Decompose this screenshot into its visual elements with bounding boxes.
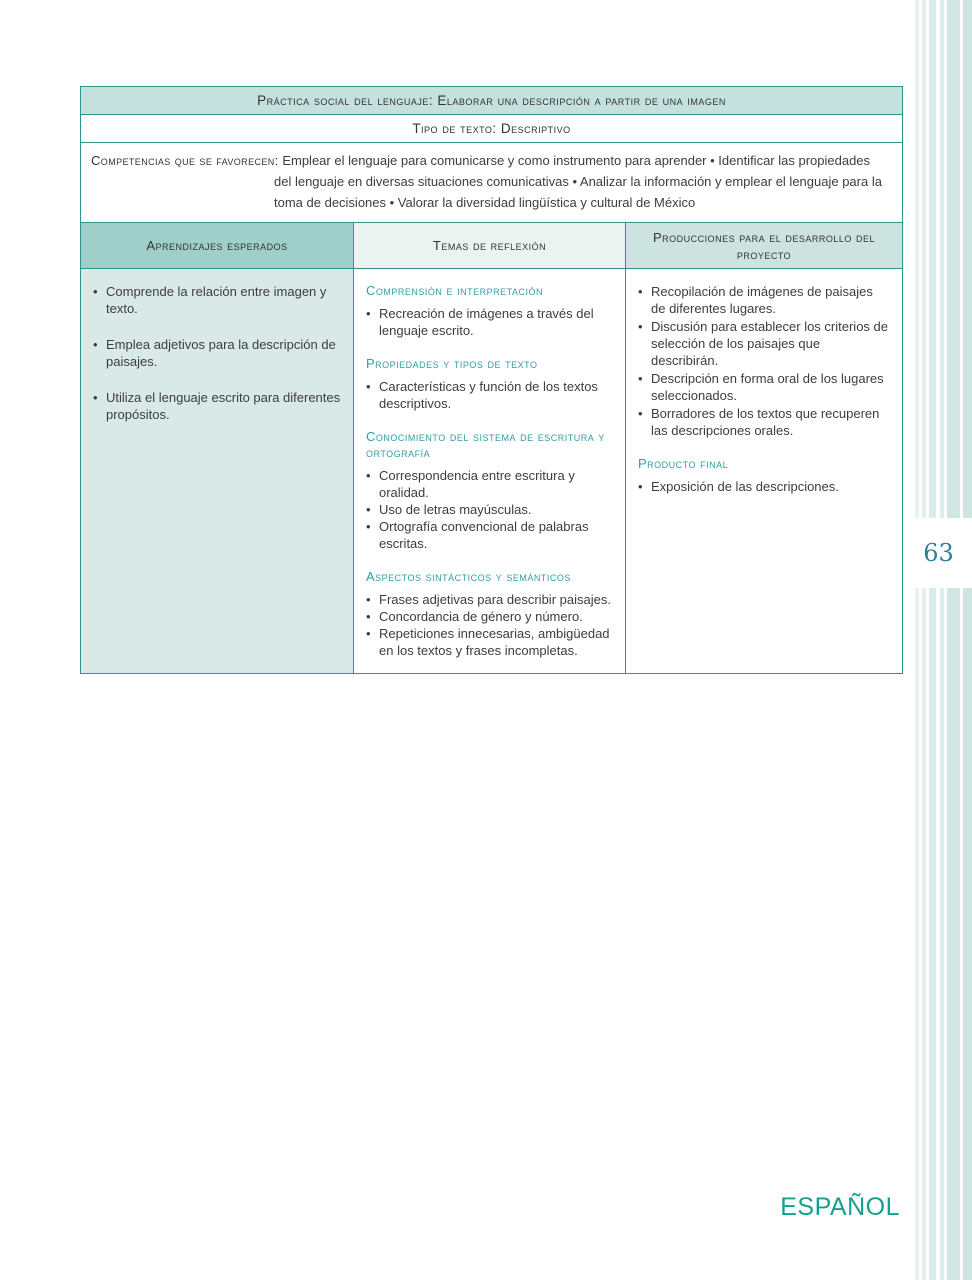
edge-stripe <box>963 0 972 1280</box>
column-header-temas: Temas de reflexión <box>354 223 626 269</box>
column-header-producciones: Producciones para el desarrollo del proyecto <box>626 223 902 269</box>
list-item: • Características y función de los textos descriptivos. <box>366 378 613 412</box>
edge-stripe <box>922 0 926 1280</box>
producciones-list <box>638 283 890 439</box>
section-heading: Comprensión e interpretación <box>366 283 543 298</box>
producto-final-heading: Producto final <box>638 456 729 471</box>
page-number-plate <box>905 518 972 588</box>
list-item: • Recopilación de imágenes de paisajes de diferentes lugares. <box>638 283 890 317</box>
list-item: • Utiliza el lenguaje escrito para diferentes propósitos. <box>93 389 341 423</box>
curriculum-table <box>80 86 903 674</box>
producto-final-list <box>638 478 890 495</box>
section-list <box>366 378 613 412</box>
list-item: • Emplea adjetivos para la descripción de paisajes. <box>93 336 341 370</box>
section-heading: Propiedades y tipos de texto <box>366 356 538 371</box>
edge-stripe <box>929 0 936 1280</box>
edge-stripe <box>915 0 919 1280</box>
list-item: • Comprende la relación entre imagen y texto. <box>93 283 341 317</box>
list-item: • Borradores de los textos que recuperen las descripciones orales. <box>638 405 890 439</box>
column-headers-row <box>81 223 902 269</box>
aprendizajes-list <box>93 283 341 423</box>
table-body-row <box>81 269 902 673</box>
page-number: 63 <box>923 539 954 567</box>
edge-stripe <box>947 0 960 1280</box>
list-item: • Exposición de las descripciones. <box>638 478 890 495</box>
list-item: • Correspondencia entre escritura y oralidad. <box>366 467 613 501</box>
competencias-text: Emplear el lenguaje para comunicarse y como instrumento para aprender • Identificar las propiedades del lenguaje en diversas situaciones comunicativas • Analizar la información y emplear el lenguaje para la toma de decisiones • Valorar la diversidad lingüística y cultural de México <box>274 153 882 210</box>
tipo-texto-header: Tipo de texto: Descriptivo <box>81 115 902 143</box>
column-header-aprendizajes: Aprendizajes esperados <box>81 223 354 269</box>
competencias-row <box>81 143 902 223</box>
list-item: • Uso de letras mayúsculas. <box>366 501 613 518</box>
list-item: • Ortografía convencional de palabras escritas. <box>366 518 613 552</box>
subject-label: ESPAÑOL <box>780 1193 900 1221</box>
list-item: • Recreación de imágenes a través del lenguaje escrito. <box>366 305 613 339</box>
competencias-label: Competencias que se favorecen: <box>91 153 279 168</box>
aprendizajes-column <box>81 269 354 673</box>
list-item: • Frases adjetivas para describir paisajes. <box>366 591 613 608</box>
section-list <box>366 467 613 552</box>
temas-column <box>354 269 626 673</box>
section-list <box>366 591 613 659</box>
section-heading: Conocimiento del sistema de escritura y ortografía <box>366 429 605 460</box>
section-list <box>366 305 613 339</box>
list-item: • Repeticiones innecesarias, ambigüedad en los textos y frases incompletas. <box>366 625 613 659</box>
section-heading: Aspectos sintácticos y semánticos <box>366 569 571 584</box>
list-item: • Descripción en forma oral de los lugares seleccionados. <box>638 370 890 404</box>
list-item: • Concordancia de género y número. <box>366 608 613 625</box>
list-item: • Discusión para establecer los criterios de selección de los paisajes que describirán. <box>638 318 890 369</box>
competencias-paragraph <box>91 150 890 213</box>
edge-stripe <box>940 0 944 1280</box>
producciones-column <box>626 269 902 673</box>
practica-social-header: Práctica social del lenguaje: Elaborar una descripción a partir de una imagen <box>81 87 902 115</box>
